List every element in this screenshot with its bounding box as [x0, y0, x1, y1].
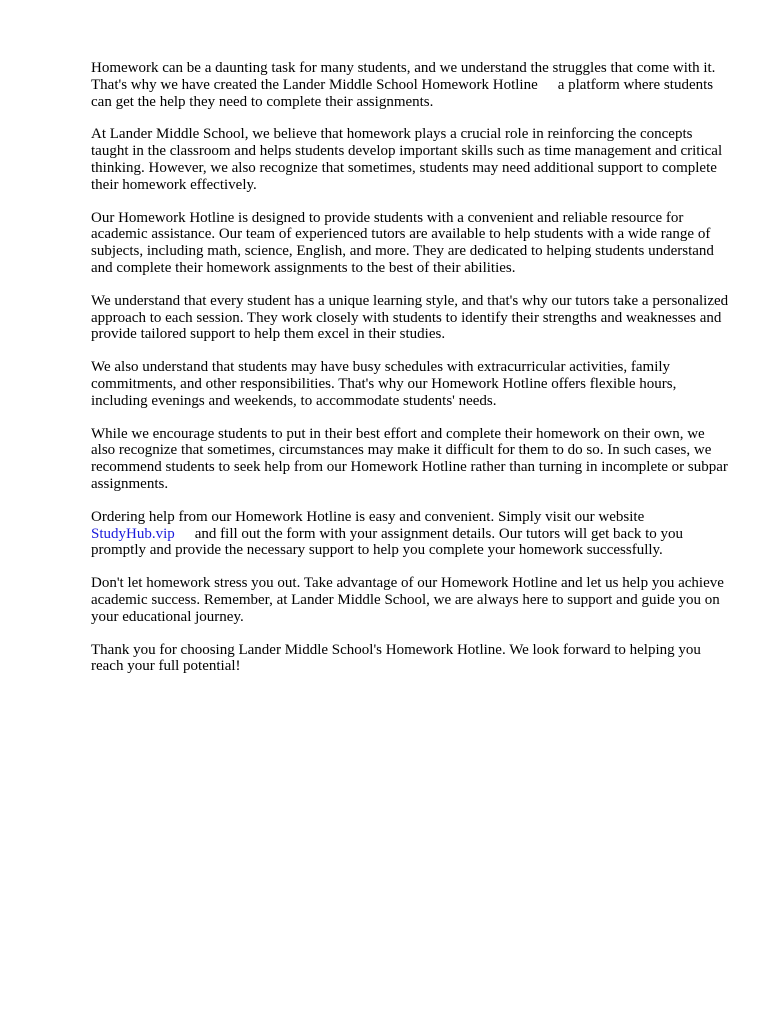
paragraph-intro — [91, 60, 731, 110]
intro-text-start: Homework can be a daunting task for many students, and we understand the struggles that come with it. That's why we have created the Lander Middle School Homework Hotline — [91, 60, 716, 93]
ordering-text-end: and fill out the form with your assignment details. Our tutors will get back to you promptly and provide the necessary support to help you complete your homework successfully. — [91, 525, 684, 559]
paragraph-hotline-description: Our Homework Hotline is designed to provide students with a convenient and reliable resource for academic assistance. Our team of experienced tutors are available to help students with a wide range of subjects, including math, science, English, and more. They are dedicated to helping students understand and complete their homework assignments to the best of their abilities. — [91, 209, 714, 276]
studyhub-link[interactable]: StudyHub.vip — [91, 525, 175, 542]
paragraph-thank-you: Thank you for choosing Lander Middle School's Homework Hotline. We look forward to helping you reach your full potential! — [91, 641, 701, 675]
paragraph-schedules: We also understand that students may have busy schedules with extracurricular activities, family commitments, and other responsibilities. That's why our Homework Hotline offers flexible hours, including evenings and weekends, to accommodate students' needs. — [91, 359, 677, 409]
paragraph-learning-style: We understand that every student has a unique learning style, and that's why our tutors take a personalized approach to each session. They work closely with students to identify their strengths and weaknesses and provide tailored support to help them excel in their studies. — [91, 292, 729, 343]
paragraph-encouragement: While we encourage students to put in their best effort and complete their homework on their own, we also recognize that sometimes, circumstances may make it difficult for them to do so. In such cases, we recommend students to seek help from our Homework Hotline rather than turning in incomplete or subpar assignments. — [91, 425, 728, 492]
paragraph-stress: Don't let homework stress you out. Take advantage of our Homework Hotline and let us help you achieve academic success. Remember, at Lander Middle School, we are always here to support and guide you on your educational journey. — [91, 575, 724, 625]
paragraph-ordering — [91, 509, 731, 559]
ordering-text-start: Ordering help from our Homework Hotline is easy and convenient. Simply visit our website — [91, 508, 645, 525]
intro-text-end: a platform where students can get the help they need to complete their assignments. — [91, 76, 714, 110]
paragraph-philosophy: At Lander Middle School, we believe that homework plays a crucial role in reinforcing the concepts taught in the classroom and helps students develop important skills such as time management and critical thinking. However, we also recognize that sometimes, students may need additional support to complete their homework effectively. — [91, 126, 723, 193]
document-body — [91, 60, 731, 691]
